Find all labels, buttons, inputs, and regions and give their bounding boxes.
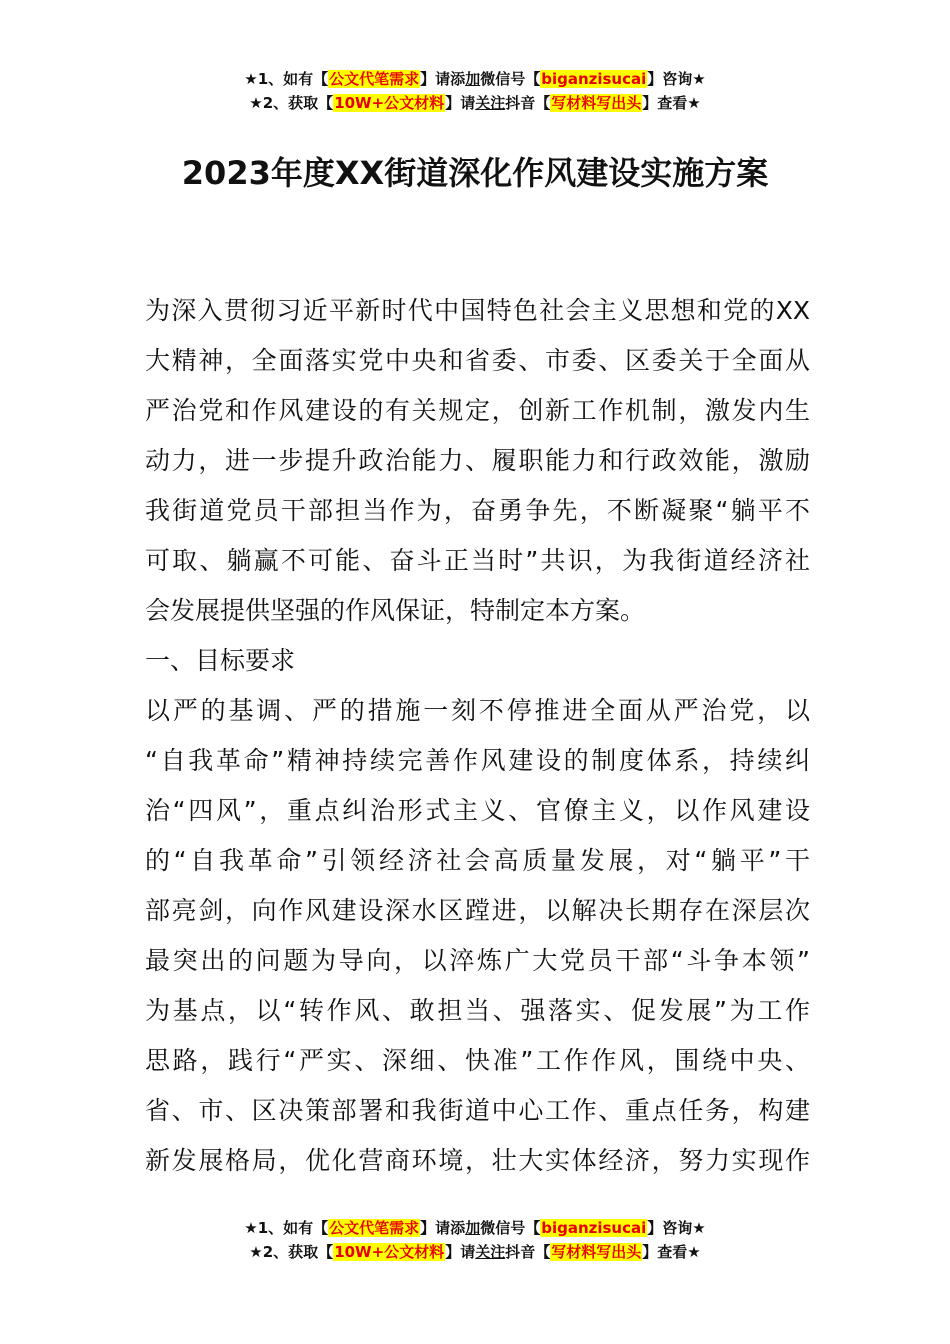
body-line: 思路，践行“严实、深细、快准”工作作风，围绕中央、 <box>145 1046 810 1075</box>
body-line: 最突出的问题为导向，以淬炼广大党员干部“斗争本领” <box>145 946 810 975</box>
document-title: 2023年度XX街道深化作风建设实施方案 <box>181 154 769 192</box>
body-line: 新发展格局，优化营商环境，壮大实体经济，努力实现作 <box>145 1146 810 1175</box>
body-line: 我街道党员干部担当作为，奋勇争先，不断凝聚“躺平不 <box>145 496 810 525</box>
body-line: 严治党和作风建设的有关规定，创新工作机制，激发内生 <box>145 396 810 425</box>
body-line: 以严的基调、严的措施一刻不停推进全面从严治党，以 <box>145 696 810 725</box>
ad-highlight-wechat-id: biganzisucai <box>541 1219 647 1237</box>
body-line: 部亮剑，向作风建设深水区蹚进，以解决长期存在深层次 <box>145 896 810 925</box>
ad-highlight-douyin-id: 写材料写出头 <box>551 1243 642 1261</box>
body-line: 为深入贯彻习近平新时代中国特色社会主义思想和党的XX <box>145 296 810 325</box>
body-line: 会发展提供坚强的作风保证，特制定本方案。 <box>145 596 646 625</box>
body-line: 可取、躺赢不可能、奋斗正当时”共识，为我街道经济社 <box>145 546 810 575</box>
ad-highlight-materials: 10W+公文材料 <box>334 1243 445 1261</box>
ad-line-1: ★1、如有【公文代笔需求】请添加微信号【biganzisucai】咨询★ <box>244 1219 706 1237</box>
body-line: 大精神，全面落实党中央和省委、市委、区委关于全面从 <box>145 346 810 375</box>
body-line: 省、市、区决策部署和我街道中心工作、重点任务，构建 <box>145 1096 810 1125</box>
footer-ad-banner <box>0 1216 950 1264</box>
ad-highlight-materials: 10W+公文材料 <box>334 94 445 112</box>
ad-highlight-douyin-id: 写材料写出头 <box>551 94 642 112</box>
body-line: 动力，进一步提升政治能力、履职能力和行政效能，激励 <box>145 446 810 475</box>
document-body <box>145 286 810 1186</box>
body-line: 为基点，以“转作风、敢担当、强落实、促发展”为工作 <box>145 996 810 1025</box>
ad-line-2: ★2、获取【10W+公文材料】请关注抖音【写材料写出头】查看★ <box>249 1243 701 1261</box>
ad-highlight-service: 公文代笔需求 <box>329 70 420 88</box>
body-line: “自我革命”精神持续完善作风建设的制度体系，持续纠 <box>145 746 810 775</box>
section-heading: 一、目标要求 <box>145 646 296 675</box>
ad-line-2: ★2、获取【10W+公文材料】请关注抖音【写材料写出头】查看★ <box>249 94 701 112</box>
header-ad-banner <box>0 67 950 115</box>
body-line: 治“四风”，重点纠治形式主义、官僚主义，以作风建设 <box>145 796 810 825</box>
ad-highlight-wechat-id: biganzisucai <box>541 70 647 88</box>
ad-highlight-service: 公文代笔需求 <box>329 1219 420 1237</box>
body-line: 的“自我革命”引领经济社会高质量发展，对“躺平”干 <box>145 846 810 875</box>
ad-line-1: ★1、如有【公文代笔需求】请添加微信号【biganzisucai】咨询★ <box>244 70 706 88</box>
